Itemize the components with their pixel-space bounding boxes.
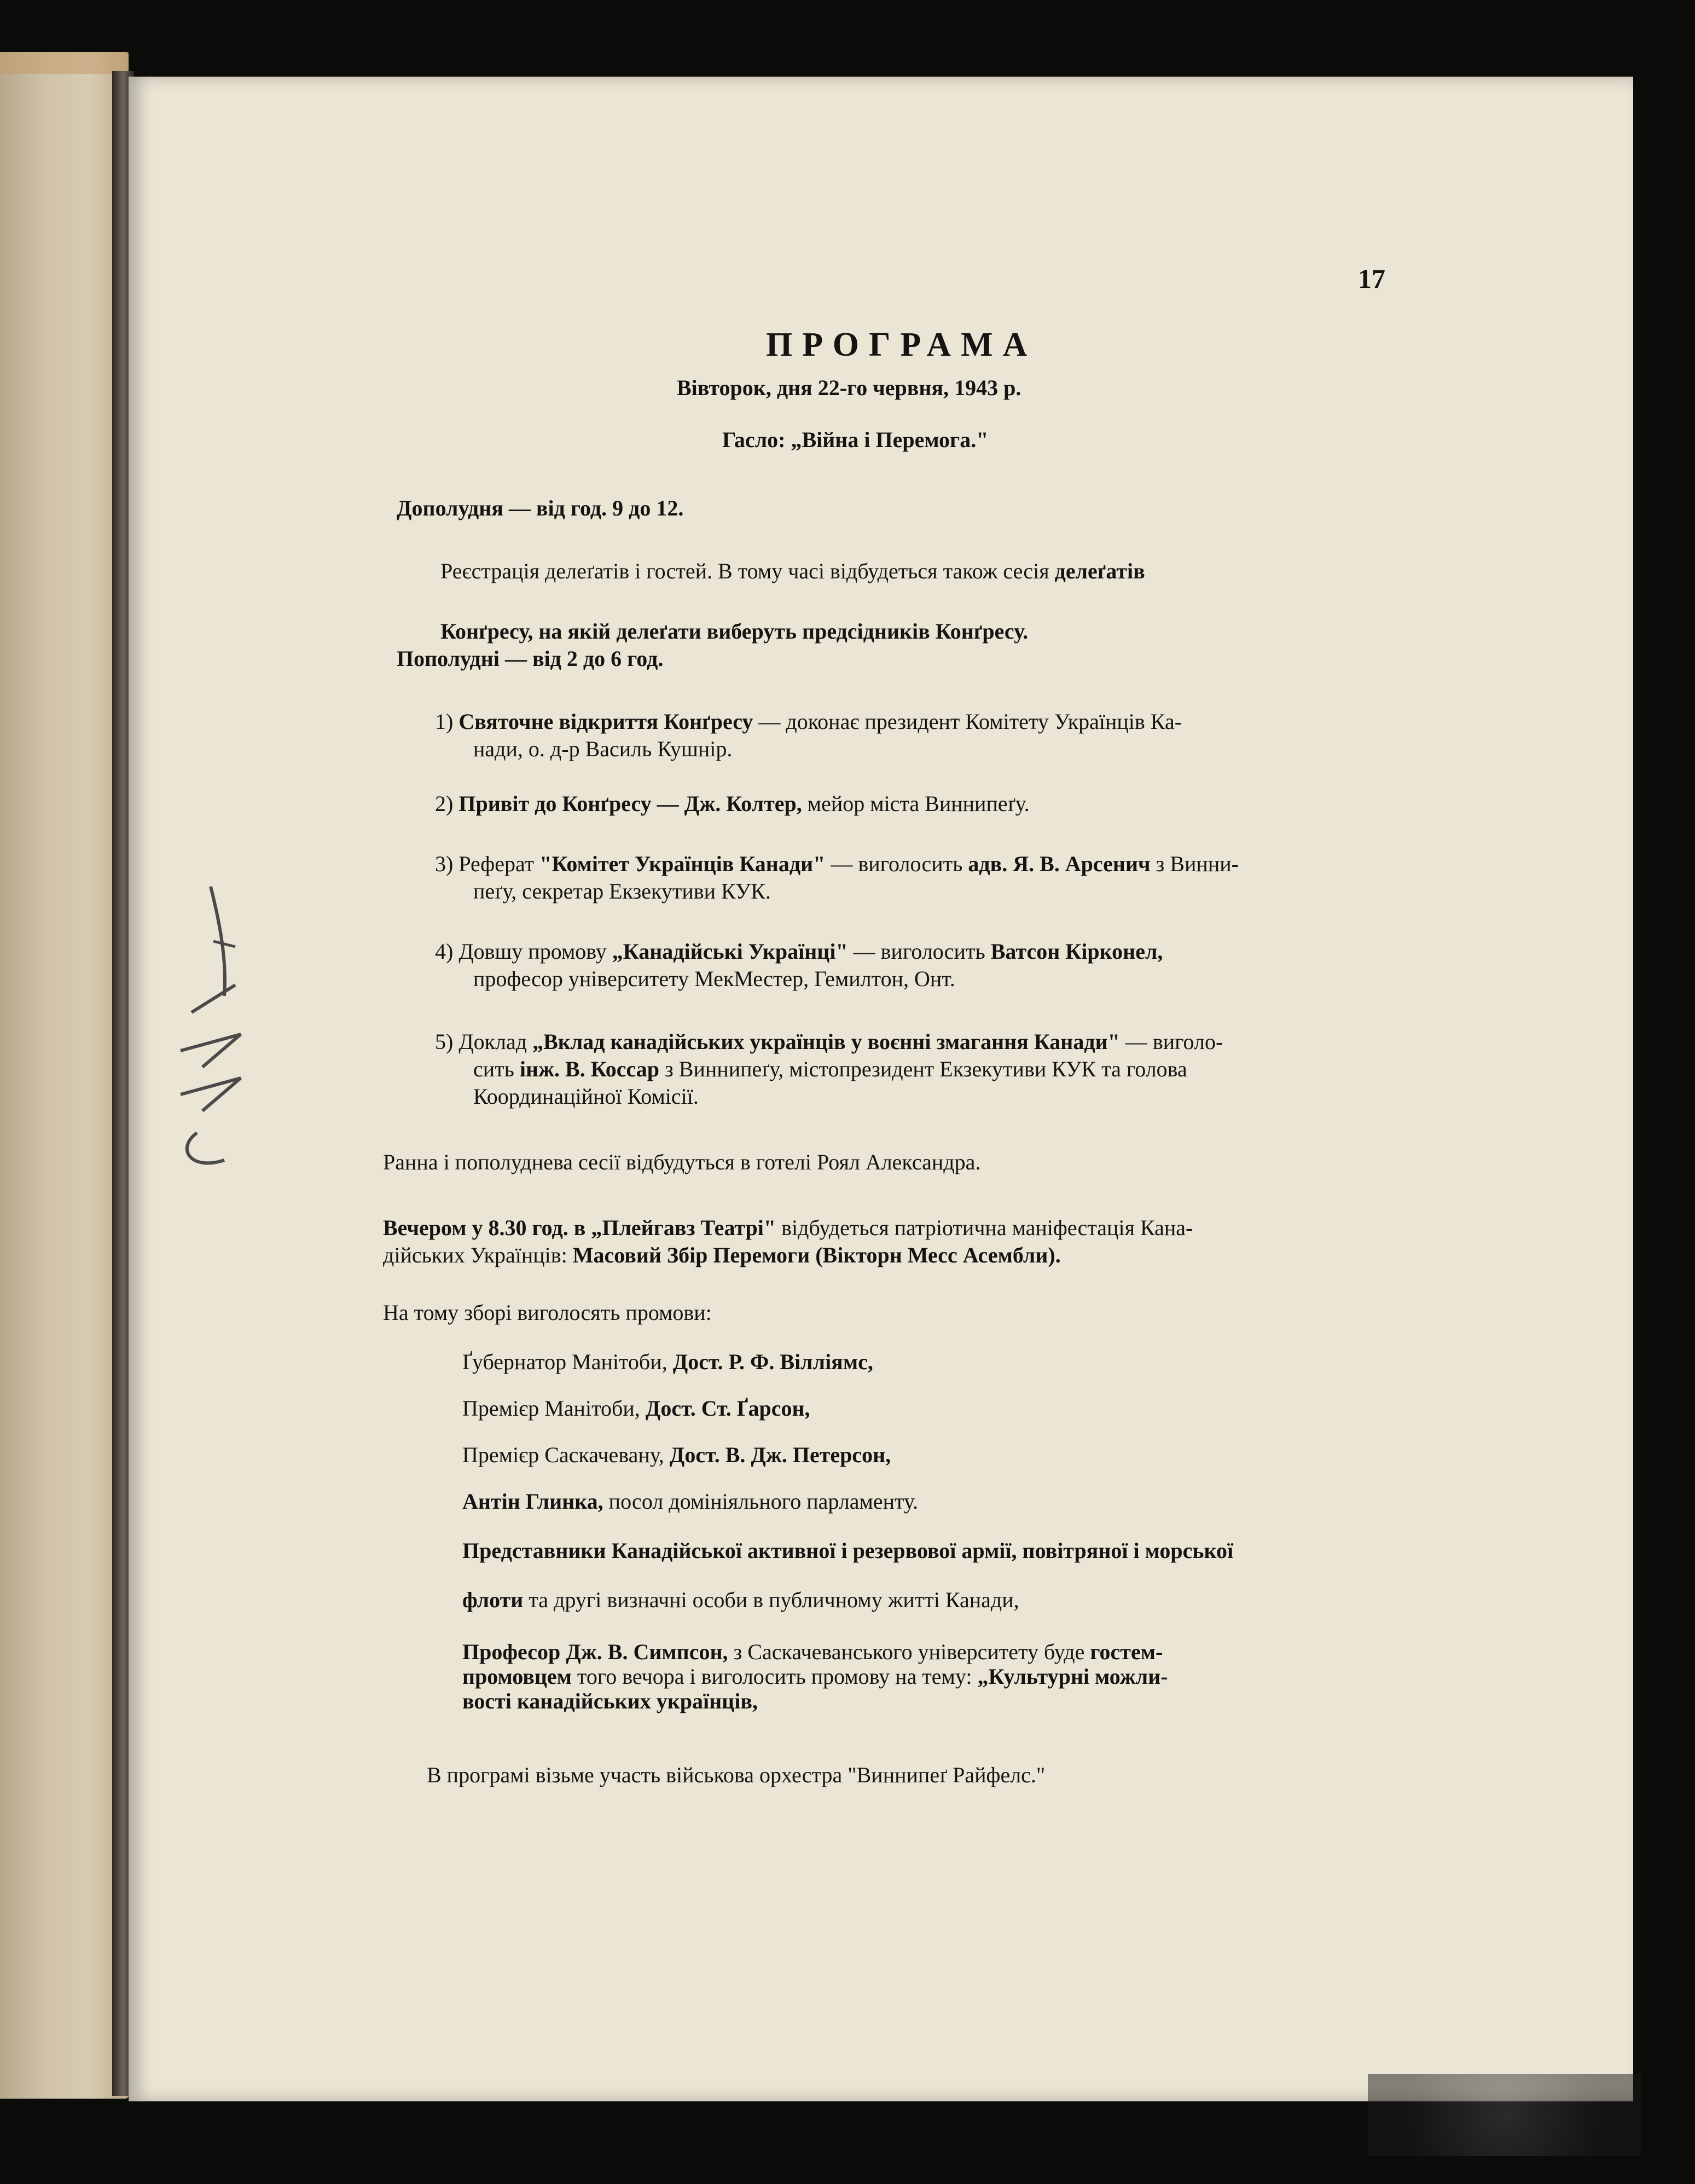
army-text: та другі визначні особи в публичному житті Канади,	[523, 1588, 1019, 1612]
morning-heading: Дополудня — від год. 9 до 12.	[397, 496, 684, 520]
item-text: — виголо-	[1119, 1029, 1223, 1054]
army-line-1: Представники Канадійської активної і резервової армії, повітряної і морської	[462, 1538, 1234, 1563]
list-item-1-cont: нади, о. д-р Василь Кушнір.	[473, 737, 733, 761]
item-text: мейор міста Виннипеґу.	[802, 791, 1030, 816]
item-speaker: адв. Я. В. Арсенич	[968, 851, 1151, 876]
speaker-name: Дост. В. Дж. Петерсон,	[669, 1443, 891, 1467]
speaker-role: Премієр Саскачевану,	[462, 1443, 670, 1467]
evening-bold: Масовий Збір Перемоги (Вікторн Месс Асембли).	[572, 1243, 1061, 1267]
evening-line-2	[383, 1242, 1061, 1268]
list-item-1	[435, 709, 1182, 734]
item-text: Довшу промову	[458, 939, 612, 964]
speaker-name: Антін Глинка,	[462, 1489, 603, 1514]
evening-line-1	[383, 1215, 1193, 1241]
speaker-2	[462, 1395, 810, 1421]
simpson-topic: „Культурні можли-	[977, 1664, 1168, 1689]
left-page	[0, 52, 129, 2099]
item-title: Привіт до Конґресу — Дж. Колтер,	[458, 791, 802, 816]
evening-text: відбудеться патріотична маніфестація Кана-	[776, 1215, 1193, 1240]
item-title: „Канадійські Українці"	[612, 939, 848, 964]
speaker-1	[462, 1349, 873, 1375]
simpson-name: Професор Дж. В. Симпсон,	[462, 1640, 728, 1664]
speaker-name: Дост. Р. Ф. Вілліямс,	[672, 1349, 873, 1374]
registration-bold: делеґатів	[1054, 559, 1145, 583]
simpson-bold: промовцем	[462, 1664, 572, 1689]
item-text: — доконає президент Комітету Українців Ка-	[753, 709, 1182, 734]
speaker-role: Премієр Манітоби,	[462, 1396, 646, 1421]
item-text: — виголосить	[825, 851, 968, 876]
sessions-note: Ранна і пополуднева сесії відбудуться в готелі Роял Александра.	[383, 1150, 981, 1174]
date-line: Вівторок, дня 22-го червня, 1943 р.	[677, 375, 1021, 400]
item-number: 3)	[435, 851, 454, 876]
orchestra-note: В програмі візьме участь військова орхестра "Виннипеґ Райфелс."	[427, 1763, 1046, 1787]
evening-bold: Вечером у 8.30 год. в „Плейгавз Театрі"	[383, 1215, 776, 1240]
list-item-5	[435, 1029, 1223, 1055]
item-speaker: інж. В. Коссар	[519, 1057, 659, 1081]
item-text: сить	[473, 1057, 520, 1081]
speaker-role: Ґубернатор Манітоби,	[462, 1349, 673, 1374]
simpson-line-3: вості канадійських українців,	[462, 1689, 758, 1713]
motto-line: Гасло: „Війна і Перемога."	[722, 427, 989, 452]
list-item-2	[435, 791, 1030, 816]
evening-text: дійських Українців:	[383, 1243, 573, 1267]
item-text: Доклад	[458, 1029, 533, 1054]
simpson-text: з Саскачеванського університету буде	[728, 1640, 1090, 1664]
registration-line-2: Конґресу, на якій делеґати виберуть предсідників Конґресу.	[440, 619, 1029, 644]
list-item-5-cont	[473, 1056, 1187, 1082]
registration-text: Реєстрація делеґатів і гостей. В тому часі відбудеться також сесія	[440, 559, 1049, 583]
item-text: з Винни-	[1150, 851, 1239, 876]
speaker-role: посол домініяльного парламенту.	[603, 1489, 918, 1514]
left-page-edge	[0, 52, 129, 74]
item-number: 2)	[435, 791, 454, 816]
item-number: 4)	[435, 939, 454, 964]
speaker-name: Дост. Ст. Ґарсон,	[645, 1396, 810, 1421]
list-item-3-cont: пеґу, секретар Екзекутиви КУК.	[473, 879, 771, 903]
item-title: Святочне відкриття Конґресу	[458, 709, 753, 734]
speaker-3	[462, 1442, 891, 1468]
list-item-4-cont: професор університету МекМестер, Гемилтон, Онт.	[473, 966, 955, 991]
army-line-2	[462, 1587, 1019, 1613]
simpson-line-2	[462, 1664, 1168, 1689]
item-title: "Комітет Українців Канади"	[539, 851, 826, 876]
item-title: „Вклад канадійських українців у воєнні змагання Канади"	[532, 1029, 1120, 1054]
item-text: з Виннипеґу, містопрезидент Екзекутиви КУК та голова	[659, 1057, 1187, 1081]
registration-line-1	[440, 558, 1145, 584]
item-speaker: Ватсон Кірконел,	[990, 939, 1163, 964]
scan-shadow	[1368, 2074, 1641, 2156]
list-item-5-cont2: Координаційної Комісії.	[473, 1084, 699, 1109]
document-page	[129, 77, 1633, 2101]
item-number: 1)	[435, 709, 454, 734]
item-number: 5)	[435, 1029, 454, 1054]
simpson-line-1	[462, 1639, 1163, 1665]
list-item-4	[435, 939, 1163, 964]
item-text: Реферат	[458, 851, 540, 876]
afternoon-heading: Пополудні — від 2 до 6 год.	[397, 646, 664, 671]
speeches-intro: На тому зборі виголосять промови:	[383, 1300, 712, 1325]
speaker-4	[462, 1488, 918, 1514]
simpson-bold: гостем-	[1090, 1640, 1163, 1664]
simpson-text: того вечора і виголосить промову на тему:	[571, 1664, 978, 1689]
page-number: 17	[1358, 263, 1385, 294]
list-item-3	[435, 851, 1239, 877]
item-text: — виголосить	[848, 939, 991, 964]
program-title: ПРОГРАМА	[766, 326, 1037, 363]
army-bold: флоти	[462, 1588, 524, 1612]
